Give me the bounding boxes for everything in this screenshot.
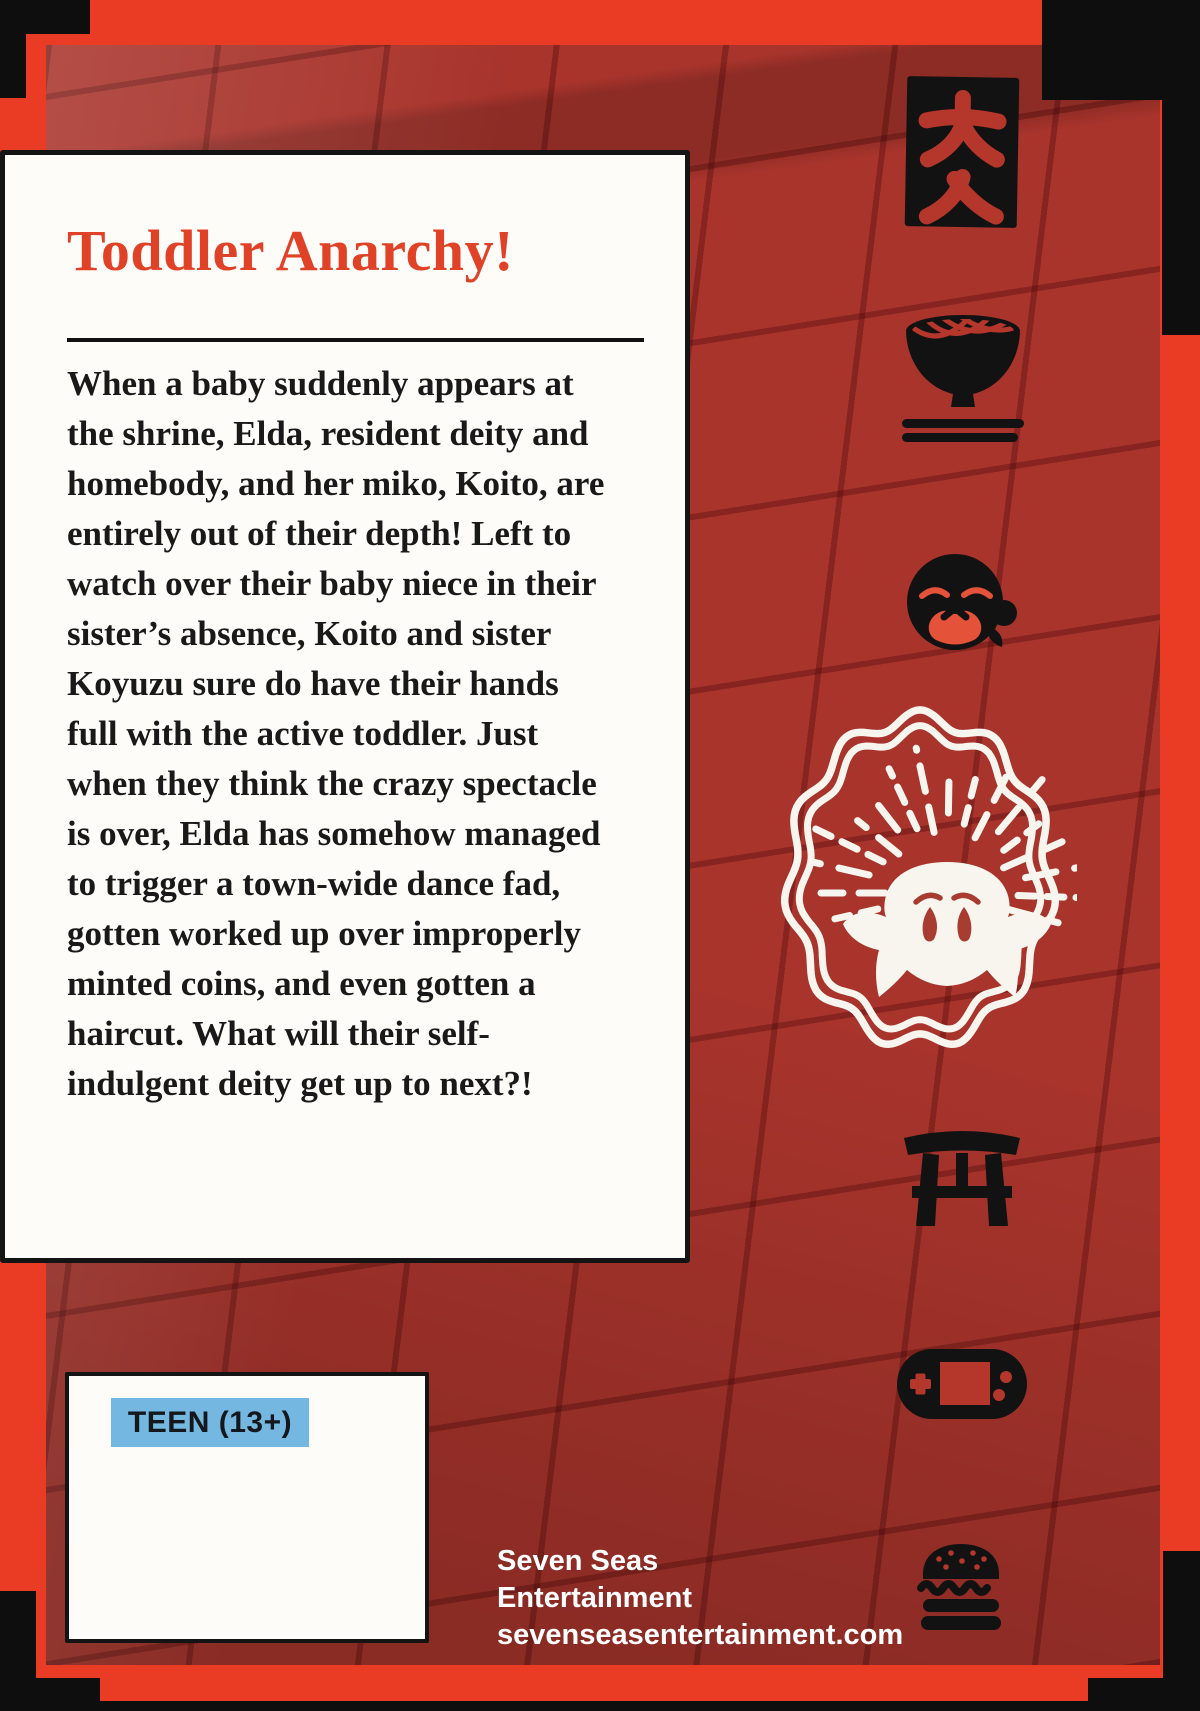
synopsis-line: sister’s absence, Koito and sister xyxy=(67,614,552,653)
title-divider xyxy=(67,338,644,342)
synopsis-line: homebody, and her miko, Koito, are xyxy=(67,464,605,503)
publisher-website: sevenseasentertainment.com xyxy=(497,1619,904,1651)
synopsis-line: haircut. What will their self- xyxy=(67,1014,490,1053)
synopsis-line: the shrine, Elda, resident deity and xyxy=(67,414,589,453)
synopsis-line: minted coins, and even gotten a xyxy=(67,964,536,1003)
synopsis-line: to trigger a town-wide dance fad, xyxy=(67,864,561,903)
ramen-bowl-icon xyxy=(898,295,1028,450)
deity-emblem xyxy=(757,693,1077,1070)
synopsis-line: full with the active toddler. Just xyxy=(67,714,539,753)
synopsis-line: indulgent deity get up to next?! xyxy=(67,1064,533,1103)
synopsis-text xyxy=(67,359,667,1109)
oiri-kanji-stamp-icon xyxy=(905,76,1019,233)
corner-bottom-right xyxy=(1088,1678,1200,1711)
corner-top-left xyxy=(0,0,26,98)
synopsis-line: Koyuzu sure do have their hands xyxy=(67,664,559,703)
rating-badge: TEEN (13+) xyxy=(111,1398,309,1447)
deity-character xyxy=(843,862,1051,997)
rating-box xyxy=(65,1372,429,1643)
sad-blob-face-icon xyxy=(898,545,1022,666)
synopsis-line: When a baby suddenly appears at xyxy=(67,364,574,403)
hamburger-icon xyxy=(915,1540,1007,1635)
synopsis-panel xyxy=(0,150,690,1263)
page-title: Toddler Anarchy! xyxy=(67,218,514,283)
torii-gate-icon xyxy=(902,1122,1022,1233)
bottom-edge-strip xyxy=(0,1701,1200,1711)
handheld-console-icon xyxy=(896,1348,1028,1425)
corner-top-right xyxy=(1162,0,1200,335)
synopsis-line: watch over their baby niece in their xyxy=(67,564,597,603)
synopsis-line: gotten worked up over improperly xyxy=(67,914,581,953)
corner-bottom-left xyxy=(0,1678,100,1711)
publisher-name: Seven Seas Entertainment xyxy=(497,1545,692,1614)
synopsis-line: when they think the crazy spectacle xyxy=(67,764,597,803)
publisher-block xyxy=(497,1543,904,1654)
synopsis-line: entirely out of their depth! Left to xyxy=(67,514,572,553)
synopsis-line: is over, Elda has somehow managed xyxy=(67,814,601,853)
